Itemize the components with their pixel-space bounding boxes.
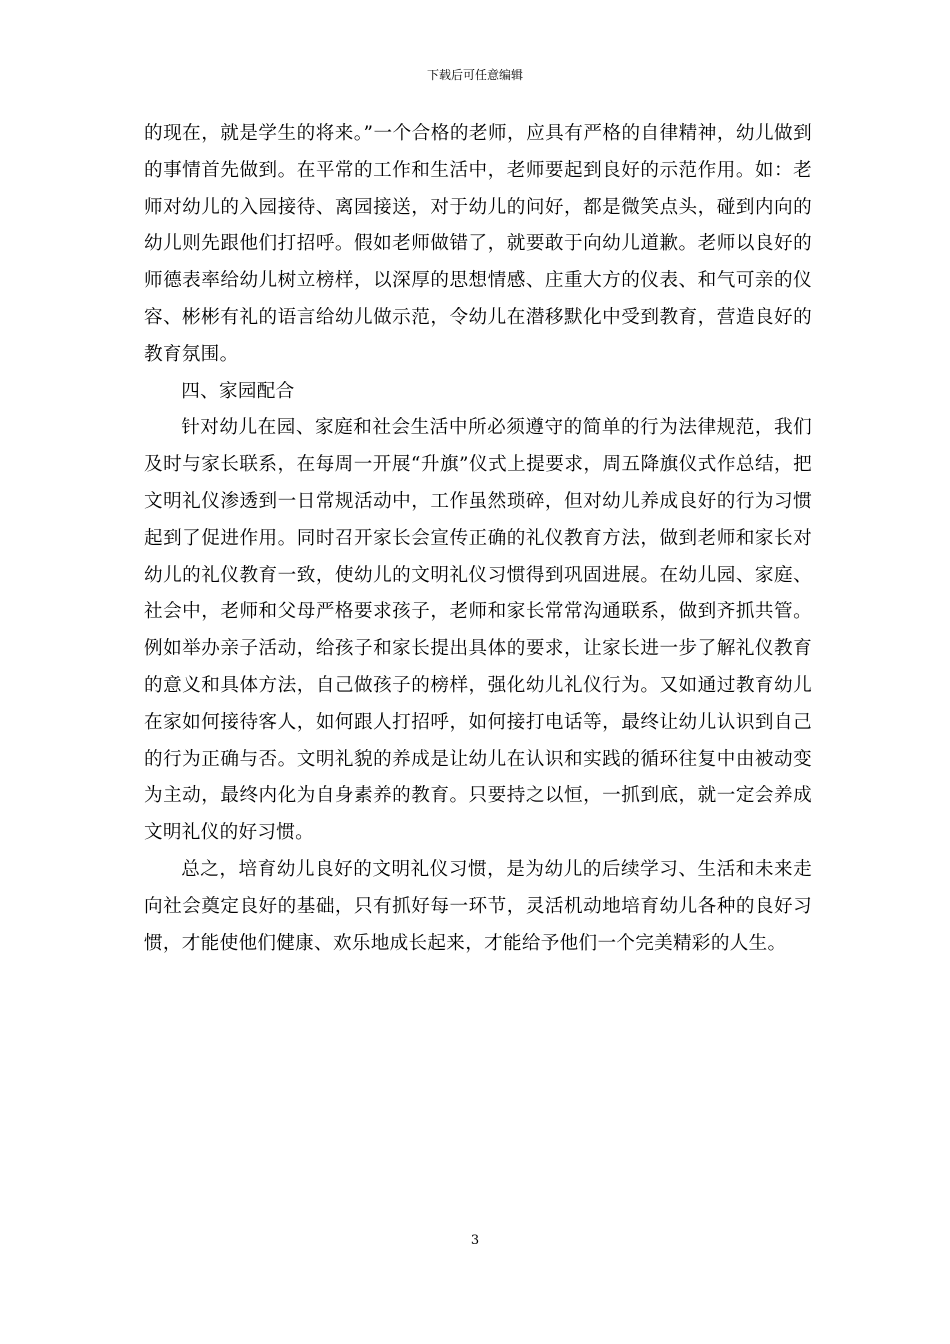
document-body [144,116,812,962]
header-note: 下载后可任意编辑 [426,68,523,82]
paragraph-continuation: 的现在，就是学生的将来。”一个合格的老师，应具有严格的自律精神，幼儿做到的事情首先做到。在平常的工作和生活中，老师要起到良好的示范作用。如：老师对幼儿的入园接待、离园接送，对于幼儿的问好，都是微笑点头，碰到内向的幼儿则先跟他们打招呼。假如老师做错了，就要敢于向幼儿道歉。老师以良好的师德表率给幼儿树立榜样，以深厚的思想情感、庄重大方的仪表、和气可亲的仪容、彬彬有礼的语言给幼儿做示范，令幼儿在潜移默化中受到教育，营造良好的教育氛围。 [144,123,812,365]
section-heading: 四、家园配合 [181,380,295,402]
paragraph-conclusion: 总之，培育幼儿良好的文明礼仪习惯，是为幼儿的后续学习、生活和未来走向社会奠定良好的基础，只有抓好每一环节，灵活机动地培育幼儿各种的良好习惯，才能使他们健康、欢乐地成长起来，才能给予他们一个完美精彩的人生。 [144,858,812,954]
page-number: 3 [470,1233,480,1248]
paragraph-home-school: 针对幼儿在园、家庭和社会生活中所必须遵守的简单的行为法律规范，我们及时与家长联系，在每周一开展“升旗”仪式上提要求，周五降旗仪式作总结，把文明礼仪渗透到一日常规活动中，工作虽然琐碎，但对幼儿养成良好的行为习惯起到了促进作用。同时召开家长会宣传正确的礼仪教育方法，做到老师和家长对幼儿的礼仪教育一致，使幼儿的文明礼仪习惯得到巩固进展。在幼儿园、家庭、社会中，老师和父母严格要求孩子，老师和家长常常沟通联系，做到齐抓共管。例如举办亲子活动，给孩子和家长提出具体的要求，让家长进一步了解礼仪教育的意义和具体方法，自己做孩子的榜样，强化幼儿礼仪行为。又如通过教育幼儿在家如何接待客人，如何跟人打招呼，如何接打电话等，最终让幼儿认识到自己的行为正确与否。文明礼貌的养成是让幼儿在认识和实践的循环往复中由被动变为主动，最终内化为自身素养的教育。只要持之以恒，一抓到底，就一定会养成文明礼仪的好习惯。 [144,417,812,844]
